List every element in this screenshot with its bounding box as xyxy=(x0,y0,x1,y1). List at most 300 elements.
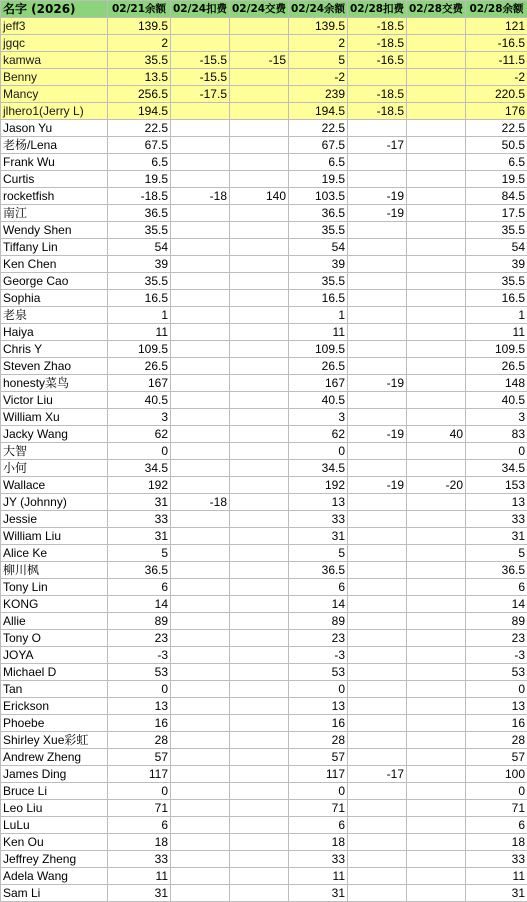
balance-0224-cell[interactable]: 18 xyxy=(289,834,348,851)
balance-0224-cell[interactable]: 103.5 xyxy=(289,188,348,205)
payment-0228-cell[interactable] xyxy=(407,120,466,137)
charge-0224-cell[interactable] xyxy=(171,290,230,307)
balance-0228-cell[interactable]: 176 xyxy=(466,103,527,120)
name-cell[interactable]: Andrew Zheng xyxy=(1,749,108,766)
balance-0224-cell[interactable]: 194.5 xyxy=(289,103,348,120)
balance-0228-cell[interactable]: 71 xyxy=(466,800,527,817)
charge-0228-cell[interactable]: -19 xyxy=(348,426,407,443)
balance-0228-cell[interactable]: 153 xyxy=(466,477,527,494)
balance-0224-cell[interactable]: 39 xyxy=(289,256,348,273)
payment-0228-cell[interactable] xyxy=(407,273,466,290)
payment-0224-cell[interactable] xyxy=(230,749,289,766)
payment-0224-cell[interactable] xyxy=(230,664,289,681)
balance-0221-cell[interactable]: 2 xyxy=(108,35,171,52)
payment-0228-cell[interactable] xyxy=(407,86,466,103)
payment-0228-cell[interactable] xyxy=(407,290,466,307)
payment-0224-cell[interactable] xyxy=(230,375,289,392)
charge-0228-cell[interactable] xyxy=(348,290,407,307)
balance-0228-cell[interactable]: 17.5 xyxy=(466,205,527,222)
balance-0224-cell[interactable]: 1 xyxy=(289,307,348,324)
charge-0224-cell[interactable] xyxy=(171,613,230,630)
charge-0228-cell[interactable] xyxy=(348,613,407,630)
balance-0228-cell[interactable]: 3 xyxy=(466,409,527,426)
payment-0228-cell[interactable] xyxy=(407,732,466,749)
charge-0228-cell[interactable] xyxy=(348,732,407,749)
payment-0228-cell[interactable] xyxy=(407,324,466,341)
charge-0224-cell[interactable] xyxy=(171,766,230,783)
payment-0224-cell[interactable] xyxy=(230,834,289,851)
balance-0224-cell[interactable]: 89 xyxy=(289,613,348,630)
balance-0224-cell[interactable]: 11 xyxy=(289,868,348,885)
name-cell[interactable]: jlhero1(Jerry L) xyxy=(1,103,108,120)
charge-0224-cell[interactable] xyxy=(171,749,230,766)
balance-0224-cell[interactable]: 5 xyxy=(289,545,348,562)
charge-0224-cell[interactable] xyxy=(171,256,230,273)
balance-0221-cell[interactable]: 36.5 xyxy=(108,205,171,222)
charge-0224-cell[interactable] xyxy=(171,154,230,171)
name-cell[interactable]: Jacky Wang xyxy=(1,426,108,443)
balance-0228-cell[interactable]: 50.5 xyxy=(466,137,527,154)
payment-0228-cell[interactable] xyxy=(407,307,466,324)
balance-0221-cell[interactable]: 31 xyxy=(108,528,171,545)
balance-0221-cell[interactable]: 11 xyxy=(108,868,171,885)
name-cell[interactable]: Ken Chen xyxy=(1,256,108,273)
balance-0228-cell[interactable]: 22.5 xyxy=(466,120,527,137)
column-header-balance-0228[interactable]: 02/28余额 xyxy=(466,1,527,18)
balance-0221-cell[interactable]: 22.5 xyxy=(108,120,171,137)
payment-0224-cell[interactable] xyxy=(230,715,289,732)
name-cell[interactable]: Adela Wang xyxy=(1,868,108,885)
balance-0221-cell[interactable]: 13.5 xyxy=(108,69,171,86)
payment-0228-cell[interactable] xyxy=(407,868,466,885)
balance-0221-cell[interactable]: -18.5 xyxy=(108,188,171,205)
payment-0228-cell[interactable] xyxy=(407,698,466,715)
balance-0228-cell[interactable]: 31 xyxy=(466,885,527,902)
payment-0224-cell[interactable] xyxy=(230,783,289,800)
charge-0224-cell[interactable] xyxy=(171,35,230,52)
payment-0228-cell[interactable] xyxy=(407,375,466,392)
charge-0224-cell[interactable] xyxy=(171,171,230,188)
balance-0221-cell[interactable]: 11 xyxy=(108,324,171,341)
payment-0228-cell[interactable] xyxy=(407,154,466,171)
payment-0224-cell[interactable] xyxy=(230,35,289,52)
balance-0224-cell[interactable]: 13 xyxy=(289,698,348,715)
balance-0224-cell[interactable]: 35.5 xyxy=(289,222,348,239)
charge-0224-cell[interactable] xyxy=(171,222,230,239)
charge-0224-cell[interactable] xyxy=(171,851,230,868)
balance-0228-cell[interactable]: 6 xyxy=(466,579,527,596)
charge-0224-cell[interactable] xyxy=(171,596,230,613)
balance-0228-cell[interactable]: 0 xyxy=(466,443,527,460)
balance-0224-cell[interactable]: 33 xyxy=(289,511,348,528)
charge-0224-cell[interactable] xyxy=(171,358,230,375)
balance-0224-cell[interactable]: 6.5 xyxy=(289,154,348,171)
name-cell[interactable]: 老泉 xyxy=(1,307,108,324)
name-cell[interactable]: kamwa xyxy=(1,52,108,69)
payment-0224-cell[interactable] xyxy=(230,426,289,443)
name-cell[interactable]: Bruce Li xyxy=(1,783,108,800)
charge-0228-cell[interactable]: -19 xyxy=(348,205,407,222)
balance-0228-cell[interactable]: -16.5 xyxy=(466,35,527,52)
balance-0224-cell[interactable]: 33 xyxy=(289,851,348,868)
payment-0224-cell[interactable] xyxy=(230,205,289,222)
balance-0224-cell[interactable]: 71 xyxy=(289,800,348,817)
payment-0224-cell[interactable] xyxy=(230,358,289,375)
payment-0228-cell[interactable] xyxy=(407,222,466,239)
balance-0228-cell[interactable]: 14 xyxy=(466,596,527,613)
balance-0228-cell[interactable]: 0 xyxy=(466,783,527,800)
column-header-payment-0224[interactable]: 02/24交费 xyxy=(230,1,289,18)
payment-0228-cell[interactable] xyxy=(407,579,466,596)
balance-0224-cell[interactable]: 167 xyxy=(289,375,348,392)
payment-0228-cell[interactable] xyxy=(407,647,466,664)
payment-0224-cell[interactable] xyxy=(230,137,289,154)
name-cell[interactable]: Ken Ou xyxy=(1,834,108,851)
charge-0228-cell[interactable] xyxy=(348,664,407,681)
payment-0224-cell[interactable] xyxy=(230,18,289,35)
payment-0228-cell[interactable] xyxy=(407,715,466,732)
balance-0224-cell[interactable]: 62 xyxy=(289,426,348,443)
charge-0228-cell[interactable] xyxy=(348,273,407,290)
balance-0228-cell[interactable]: 57 xyxy=(466,749,527,766)
charge-0224-cell[interactable] xyxy=(171,324,230,341)
balance-0221-cell[interactable]: 62 xyxy=(108,426,171,443)
payment-0228-cell[interactable] xyxy=(407,409,466,426)
payment-0228-cell[interactable] xyxy=(407,239,466,256)
payment-0224-cell[interactable] xyxy=(230,103,289,120)
charge-0224-cell[interactable] xyxy=(171,426,230,443)
balance-0228-cell[interactable]: 89 xyxy=(466,613,527,630)
payment-0224-cell[interactable] xyxy=(230,443,289,460)
charge-0224-cell[interactable] xyxy=(171,664,230,681)
charge-0224-cell[interactable] xyxy=(171,409,230,426)
balance-0221-cell[interactable]: -3 xyxy=(108,647,171,664)
balance-0228-cell[interactable]: 11 xyxy=(466,868,527,885)
balance-0228-cell[interactable]: 5 xyxy=(466,545,527,562)
balance-0224-cell[interactable]: 31 xyxy=(289,528,348,545)
payment-0228-cell[interactable] xyxy=(407,188,466,205)
balance-0224-cell[interactable]: 35.5 xyxy=(289,273,348,290)
balance-0228-cell[interactable]: 109.5 xyxy=(466,341,527,358)
payment-0228-cell[interactable]: 40 xyxy=(407,426,466,443)
payment-0228-cell[interactable] xyxy=(407,851,466,868)
name-cell[interactable]: Jeffrey Zheng xyxy=(1,851,108,868)
balance-0221-cell[interactable]: 33 xyxy=(108,511,171,528)
charge-0228-cell[interactable] xyxy=(348,885,407,902)
name-cell[interactable]: jeff3 xyxy=(1,18,108,35)
charge-0228-cell[interactable]: -19 xyxy=(348,188,407,205)
balance-0228-cell[interactable]: 40.5 xyxy=(466,392,527,409)
name-cell[interactable]: Tiffany Lin xyxy=(1,239,108,256)
payment-0228-cell[interactable] xyxy=(407,358,466,375)
balance-0228-cell[interactable]: 121 xyxy=(466,18,527,35)
balance-0228-cell[interactable]: 100 xyxy=(466,766,527,783)
payment-0224-cell[interactable] xyxy=(230,851,289,868)
balance-0228-cell[interactable]: 6 xyxy=(466,817,527,834)
charge-0224-cell[interactable] xyxy=(171,18,230,35)
balance-0224-cell[interactable]: -3 xyxy=(289,647,348,664)
name-cell[interactable]: Allie xyxy=(1,613,108,630)
balance-0221-cell[interactable]: 14 xyxy=(108,596,171,613)
balance-0228-cell[interactable]: 16.5 xyxy=(466,290,527,307)
balance-0221-cell[interactable]: 19.5 xyxy=(108,171,171,188)
payment-0224-cell[interactable] xyxy=(230,868,289,885)
payment-0228-cell[interactable] xyxy=(407,443,466,460)
payment-0224-cell[interactable] xyxy=(230,766,289,783)
balance-0228-cell[interactable]: 28 xyxy=(466,732,527,749)
name-cell[interactable]: Benny xyxy=(1,69,108,86)
balance-0221-cell[interactable]: 40.5 xyxy=(108,392,171,409)
charge-0224-cell[interactable]: -17.5 xyxy=(171,86,230,103)
balance-0224-cell[interactable]: 67.5 xyxy=(289,137,348,154)
balance-0221-cell[interactable]: 192 xyxy=(108,477,171,494)
balance-0221-cell[interactable]: 1 xyxy=(108,307,171,324)
payment-0224-cell[interactable] xyxy=(230,494,289,511)
payment-0228-cell[interactable] xyxy=(407,52,466,69)
charge-0228-cell[interactable] xyxy=(348,511,407,528)
balance-0221-cell[interactable]: 23 xyxy=(108,630,171,647)
column-header-balance-0221[interactable]: 02/21余额 xyxy=(108,1,171,18)
charge-0228-cell[interactable]: -17 xyxy=(348,766,407,783)
balance-0221-cell[interactable]: 167 xyxy=(108,375,171,392)
name-cell[interactable]: George Cao xyxy=(1,273,108,290)
name-cell[interactable]: Victor Liu xyxy=(1,392,108,409)
balance-0224-cell[interactable]: 54 xyxy=(289,239,348,256)
charge-0228-cell[interactable]: -17 xyxy=(348,137,407,154)
column-header-charge-0228[interactable]: 02/28扣费 xyxy=(348,1,407,18)
balance-0224-cell[interactable]: 0 xyxy=(289,443,348,460)
balance-0228-cell[interactable]: 16 xyxy=(466,715,527,732)
balance-0224-cell[interactable]: 28 xyxy=(289,732,348,749)
payment-0228-cell[interactable] xyxy=(407,885,466,902)
balance-0221-cell[interactable]: 109.5 xyxy=(108,341,171,358)
payment-0228-cell[interactable] xyxy=(407,630,466,647)
charge-0224-cell[interactable] xyxy=(171,681,230,698)
name-cell[interactable]: Curtis xyxy=(1,171,108,188)
charge-0224-cell[interactable] xyxy=(171,103,230,120)
payment-0228-cell[interactable] xyxy=(407,256,466,273)
charge-0228-cell[interactable] xyxy=(348,562,407,579)
payment-0224-cell[interactable] xyxy=(230,562,289,579)
balance-0221-cell[interactable]: 89 xyxy=(108,613,171,630)
balance-0224-cell[interactable]: 11 xyxy=(289,324,348,341)
payment-0228-cell[interactable] xyxy=(407,528,466,545)
name-cell[interactable]: Tan xyxy=(1,681,108,698)
charge-0224-cell[interactable] xyxy=(171,579,230,596)
name-cell[interactable]: 大智 xyxy=(1,443,108,460)
balance-0224-cell[interactable]: 109.5 xyxy=(289,341,348,358)
payment-0224-cell[interactable] xyxy=(230,477,289,494)
payment-0228-cell[interactable] xyxy=(407,341,466,358)
balance-0221-cell[interactable]: 6.5 xyxy=(108,154,171,171)
charge-0228-cell[interactable]: -16.5 xyxy=(348,52,407,69)
payment-0224-cell[interactable] xyxy=(230,120,289,137)
balance-0228-cell[interactable]: 13 xyxy=(466,494,527,511)
charge-0224-cell[interactable] xyxy=(171,868,230,885)
charge-0228-cell[interactable]: -18.5 xyxy=(348,18,407,35)
balance-0228-cell[interactable]: 33 xyxy=(466,511,527,528)
name-cell[interactable]: honesty菜鸟 xyxy=(1,375,108,392)
charge-0228-cell[interactable] xyxy=(348,579,407,596)
charge-0224-cell[interactable] xyxy=(171,511,230,528)
payment-0228-cell[interactable] xyxy=(407,103,466,120)
balance-0221-cell[interactable]: 16.5 xyxy=(108,290,171,307)
balance-0228-cell[interactable]: 39 xyxy=(466,256,527,273)
payment-0224-cell[interactable]: -15 xyxy=(230,52,289,69)
balance-0228-cell[interactable]: 33 xyxy=(466,851,527,868)
charge-0228-cell[interactable] xyxy=(348,715,407,732)
balance-0221-cell[interactable]: 35.5 xyxy=(108,273,171,290)
balance-0221-cell[interactable]: 57 xyxy=(108,749,171,766)
charge-0224-cell[interactable] xyxy=(171,137,230,154)
balance-0221-cell[interactable]: 16 xyxy=(108,715,171,732)
balance-0228-cell[interactable]: 11 xyxy=(466,324,527,341)
payment-0228-cell[interactable] xyxy=(407,392,466,409)
balance-0228-cell[interactable]: 220.5 xyxy=(466,86,527,103)
charge-0228-cell[interactable] xyxy=(348,783,407,800)
charge-0228-cell[interactable]: -18.5 xyxy=(348,103,407,120)
payment-0228-cell[interactable] xyxy=(407,834,466,851)
charge-0224-cell[interactable] xyxy=(171,477,230,494)
payment-0224-cell[interactable] xyxy=(230,681,289,698)
charge-0224-cell[interactable] xyxy=(171,460,230,477)
payment-0228-cell[interactable]: -20 xyxy=(407,477,466,494)
payment-0224-cell[interactable] xyxy=(230,630,289,647)
name-cell[interactable]: Leo Liu xyxy=(1,800,108,817)
payment-0228-cell[interactable] xyxy=(407,664,466,681)
payment-0228-cell[interactable] xyxy=(407,511,466,528)
charge-0224-cell[interactable] xyxy=(171,647,230,664)
name-cell[interactable]: Jason Yu xyxy=(1,120,108,137)
balance-0228-cell[interactable]: 34.5 xyxy=(466,460,527,477)
name-cell[interactable]: Michael D xyxy=(1,664,108,681)
payment-0224-cell[interactable]: 140 xyxy=(230,188,289,205)
balance-0221-cell[interactable]: 31 xyxy=(108,494,171,511)
balance-0228-cell[interactable]: -3 xyxy=(466,647,527,664)
balance-0224-cell[interactable]: 14 xyxy=(289,596,348,613)
balance-0221-cell[interactable]: 33 xyxy=(108,851,171,868)
payment-0224-cell[interactable] xyxy=(230,290,289,307)
payment-0224-cell[interactable] xyxy=(230,817,289,834)
payment-0228-cell[interactable] xyxy=(407,35,466,52)
balance-0224-cell[interactable]: 16 xyxy=(289,715,348,732)
charge-0228-cell[interactable] xyxy=(348,698,407,715)
name-cell[interactable]: Alice Ke xyxy=(1,545,108,562)
charge-0224-cell[interactable] xyxy=(171,205,230,222)
charge-0224-cell[interactable] xyxy=(171,562,230,579)
name-cell[interactable]: Frank Wu xyxy=(1,154,108,171)
charge-0224-cell[interactable] xyxy=(171,392,230,409)
balance-0221-cell[interactable]: 0 xyxy=(108,783,171,800)
charge-0228-cell[interactable] xyxy=(348,120,407,137)
charge-0228-cell[interactable]: -19 xyxy=(348,375,407,392)
name-cell[interactable]: LuLu xyxy=(1,817,108,834)
charge-0228-cell[interactable] xyxy=(348,681,407,698)
balance-0224-cell[interactable]: 139.5 xyxy=(289,18,348,35)
charge-0228-cell[interactable] xyxy=(348,851,407,868)
balance-0224-cell[interactable]: 36.5 xyxy=(289,205,348,222)
charge-0228-cell[interactable]: -18.5 xyxy=(348,86,407,103)
payment-0224-cell[interactable] xyxy=(230,460,289,477)
payment-0224-cell[interactable] xyxy=(230,596,289,613)
payment-0224-cell[interactable] xyxy=(230,222,289,239)
balance-0228-cell[interactable]: 6.5 xyxy=(466,154,527,171)
payment-0224-cell[interactable] xyxy=(230,511,289,528)
name-cell[interactable]: Steven Zhao xyxy=(1,358,108,375)
payment-0228-cell[interactable] xyxy=(407,681,466,698)
payment-0224-cell[interactable] xyxy=(230,885,289,902)
name-cell[interactable]: Tony O xyxy=(1,630,108,647)
charge-0228-cell[interactable] xyxy=(348,154,407,171)
name-cell[interactable]: KONG xyxy=(1,596,108,613)
charge-0228-cell[interactable] xyxy=(348,800,407,817)
payment-0224-cell[interactable] xyxy=(230,86,289,103)
balance-0224-cell[interactable]: 239 xyxy=(289,86,348,103)
balance-0221-cell[interactable]: 256.5 xyxy=(108,86,171,103)
balance-0224-cell[interactable]: 31 xyxy=(289,885,348,902)
charge-0224-cell[interactable] xyxy=(171,545,230,562)
name-cell[interactable]: Wendy Shen xyxy=(1,222,108,239)
balance-0221-cell[interactable]: 0 xyxy=(108,443,171,460)
payment-0224-cell[interactable] xyxy=(230,256,289,273)
payment-0228-cell[interactable] xyxy=(407,460,466,477)
balance-0221-cell[interactable]: 194.5 xyxy=(108,103,171,120)
payment-0224-cell[interactable] xyxy=(230,579,289,596)
balance-0228-cell[interactable]: 148 xyxy=(466,375,527,392)
balance-0221-cell[interactable]: 54 xyxy=(108,239,171,256)
balance-0224-cell[interactable]: 23 xyxy=(289,630,348,647)
balance-0224-cell[interactable]: 6 xyxy=(289,817,348,834)
charge-0228-cell[interactable] xyxy=(348,409,407,426)
payment-0224-cell[interactable] xyxy=(230,545,289,562)
balance-0224-cell[interactable]: 53 xyxy=(289,664,348,681)
balance-0221-cell[interactable]: 6 xyxy=(108,579,171,596)
balance-0221-cell[interactable]: 35.5 xyxy=(108,52,171,69)
charge-0228-cell[interactable] xyxy=(348,341,407,358)
name-cell[interactable]: Tony Lin xyxy=(1,579,108,596)
payment-0224-cell[interactable] xyxy=(230,341,289,358)
charge-0228-cell[interactable] xyxy=(348,647,407,664)
payment-0228-cell[interactable] xyxy=(407,766,466,783)
charge-0224-cell[interactable] xyxy=(171,528,230,545)
name-cell[interactable]: JOYA xyxy=(1,647,108,664)
balance-0224-cell[interactable]: 0 xyxy=(289,681,348,698)
charge-0228-cell[interactable] xyxy=(348,749,407,766)
payment-0228-cell[interactable] xyxy=(407,18,466,35)
charge-0228-cell[interactable] xyxy=(348,239,407,256)
balance-0224-cell[interactable]: 2 xyxy=(289,35,348,52)
charge-0224-cell[interactable] xyxy=(171,800,230,817)
name-cell[interactable]: Jessie xyxy=(1,511,108,528)
charge-0228-cell[interactable] xyxy=(348,460,407,477)
balance-0228-cell[interactable]: 31 xyxy=(466,528,527,545)
balance-0224-cell[interactable]: 6 xyxy=(289,579,348,596)
balance-0221-cell[interactable]: 26.5 xyxy=(108,358,171,375)
payment-0224-cell[interactable] xyxy=(230,613,289,630)
charge-0228-cell[interactable] xyxy=(348,256,407,273)
payment-0224-cell[interactable] xyxy=(230,800,289,817)
payment-0228-cell[interactable] xyxy=(407,205,466,222)
charge-0224-cell[interactable] xyxy=(171,341,230,358)
charge-0228-cell[interactable] xyxy=(348,171,407,188)
payment-0224-cell[interactable] xyxy=(230,307,289,324)
charge-0228-cell[interactable] xyxy=(348,69,407,86)
payment-0228-cell[interactable] xyxy=(407,613,466,630)
charge-0228-cell[interactable] xyxy=(348,222,407,239)
balance-0221-cell[interactable]: 6 xyxy=(108,817,171,834)
payment-0228-cell[interactable] xyxy=(407,596,466,613)
charge-0224-cell[interactable] xyxy=(171,375,230,392)
